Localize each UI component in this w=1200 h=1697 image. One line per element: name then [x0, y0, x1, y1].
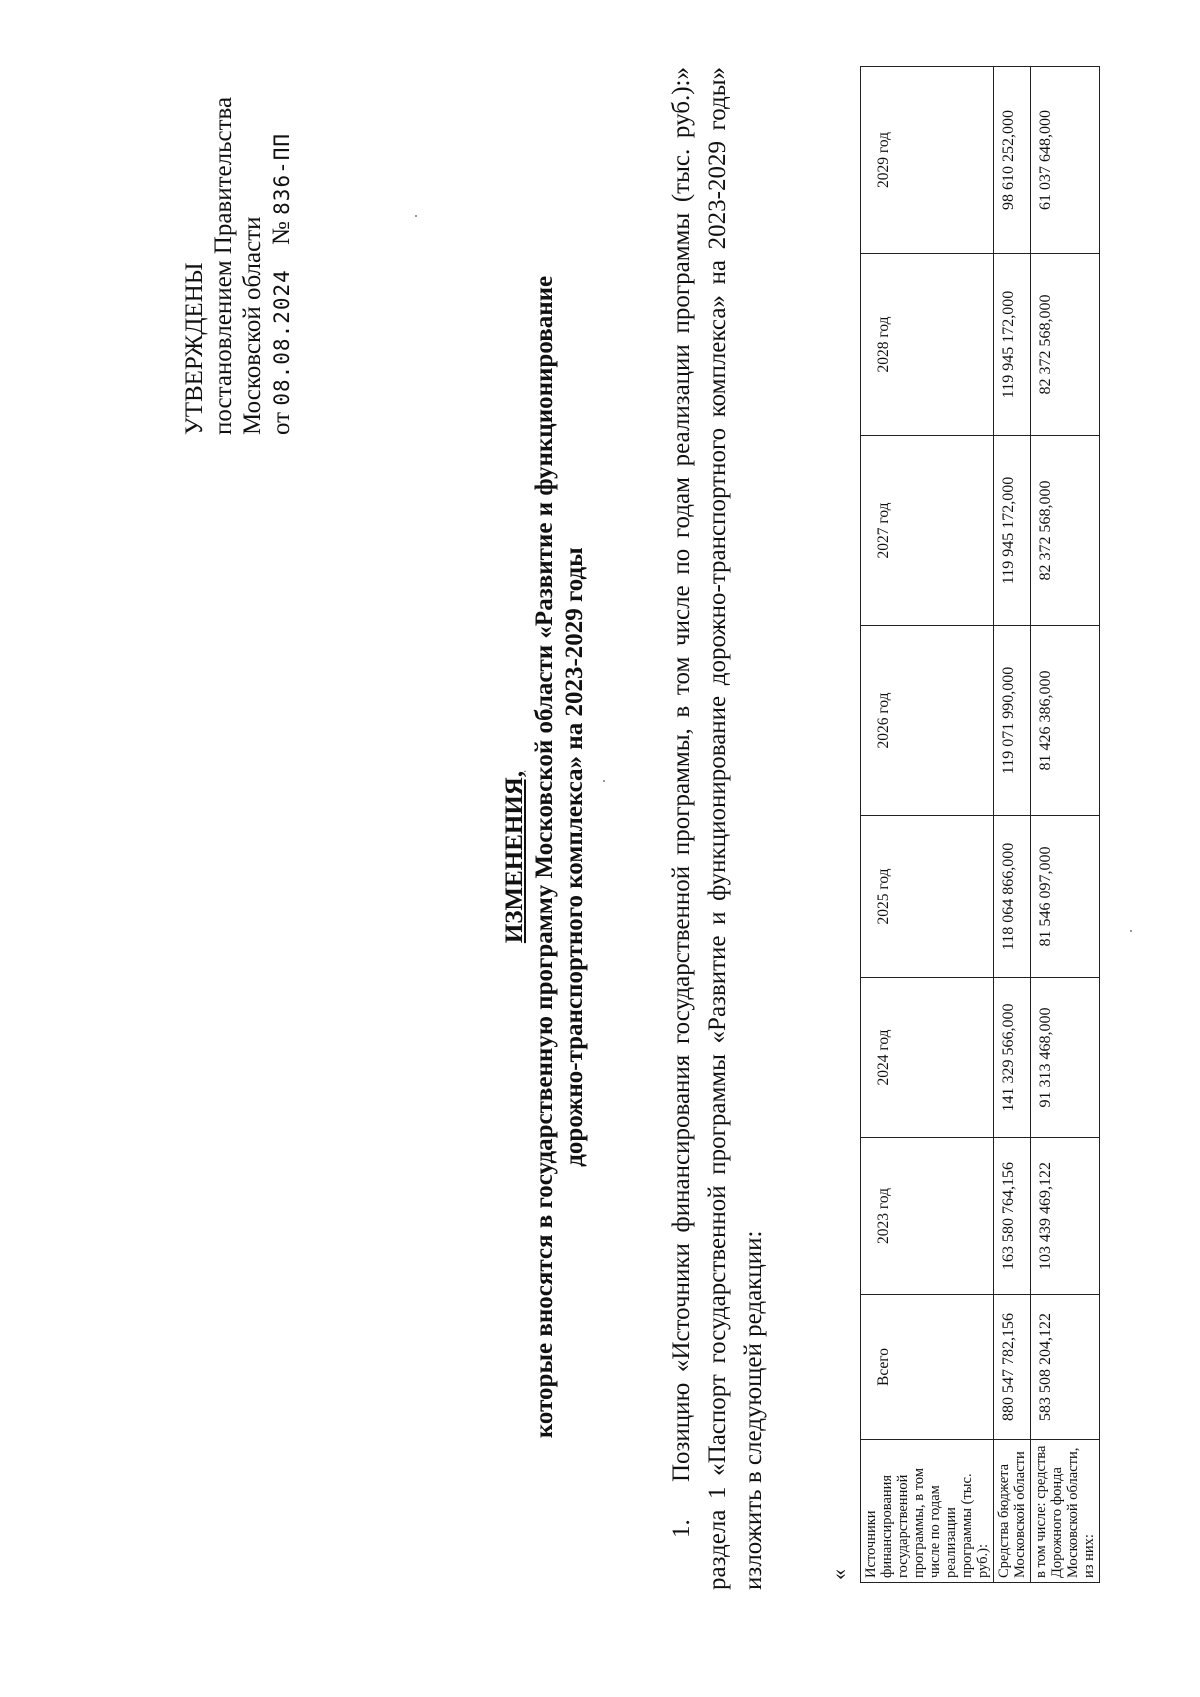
- cell-2027: 82 372 568,000: [1031, 436, 1100, 626]
- approval-heading: УТВЕРЖДЕНЫ: [181, 262, 208, 435]
- header-2024: 2024 год: [861, 978, 994, 1138]
- document-title: [500, 137, 590, 1577]
- financing-table: [860, 66, 1100, 1583]
- approval-line-1: постановлением Правительства: [210, 96, 237, 435]
- document-subtitle-1: которые вносятся в государственную программу Московской области «Развитие и функционирование: [531, 275, 558, 1439]
- header-2027: 2027 год: [861, 436, 994, 626]
- cell-2025: 118 064 866,000: [994, 816, 1031, 978]
- paragraph-text: Позицию «Источники финансирования государственной программы, в том числе по годам реализации программы (тыс. руб.):» раздела 1 «Паспорт государственной программы «Развитие и функционирование дорожно-транспортного комплекса» на 2023-2029 годы» изложить в следующей редакции:: [668, 67, 767, 1590]
- cell-2024: 141 329 566,000: [994, 978, 1031, 1138]
- header-2026: 2026 год: [861, 626, 994, 816]
- approval-stamp: [180, 35, 297, 435]
- cell-2023: 163 580 764,156: [994, 1138, 1031, 1295]
- approval-line-2: Московской области: [239, 216, 266, 435]
- cell-2024: 91 313 468,000: [1031, 978, 1100, 1138]
- document-subtitle-2: дорожно-транспортного комплекса» на 2023-2029 годы: [561, 547, 588, 1167]
- cell-2028: 119 945 172,000: [994, 254, 1031, 436]
- header-2029: 2029 год: [861, 67, 994, 254]
- header-2028: 2028 год: [861, 254, 994, 436]
- table-row: [1031, 67, 1100, 1583]
- document-heading: ИЗМЕНЕНИЯ,: [501, 770, 528, 944]
- header-2023: 2023 год: [861, 1138, 994, 1295]
- cell-2025: 81 546 097,000: [1031, 816, 1100, 978]
- cell-2026: 119 071 990,000: [994, 626, 1031, 816]
- row-label: в том числе: средства Дорожного фонда Московской области, из них:: [1031, 1440, 1100, 1583]
- cell-2026: 81 426 386,000: [1031, 626, 1100, 816]
- amendment-paragraph: [664, 67, 772, 1590]
- number-prefix: №: [268, 221, 295, 245]
- cell-total: 583 508 204,122: [1031, 1295, 1100, 1440]
- scan-speck: [1130, 930, 1132, 932]
- cell-2029: 61 037 648,000: [1031, 67, 1100, 254]
- scan-speck: [603, 780, 605, 782]
- paragraph-number: 1.: [668, 1519, 695, 1538]
- approval-date: 08.08.2024: [270, 269, 294, 406]
- header-total: Всего: [861, 1295, 994, 1440]
- date-prefix: от: [268, 411, 295, 435]
- approval-number: 836-ПП: [270, 132, 294, 215]
- cell-2029: 98 610 252,000: [994, 67, 1031, 254]
- opening-quote: «: [826, 1569, 851, 1580]
- table-header-row: [861, 67, 994, 1583]
- table-row: [994, 67, 1031, 1583]
- cell-2028: 82 372 568,000: [1031, 254, 1100, 436]
- row-label: Средства бюджета Московской области: [994, 1440, 1031, 1583]
- cell-total: 880 547 782,156: [994, 1295, 1031, 1440]
- approval-date-line: [267, 35, 297, 435]
- scan-speck: [415, 215, 417, 217]
- header-sources: Источники финансирования государственной программы, в том числе по годам реализации программы (тыс. руб.):: [861, 1440, 994, 1583]
- header-2025: 2025 год: [861, 816, 994, 978]
- cell-2027: 119 945 172,000: [994, 436, 1031, 626]
- cell-2023: 103 439 469,122: [1031, 1138, 1100, 1295]
